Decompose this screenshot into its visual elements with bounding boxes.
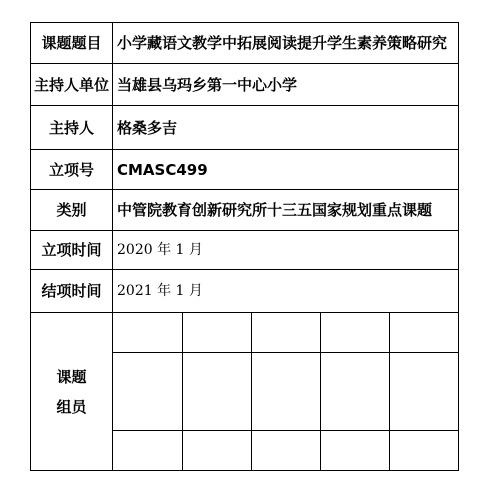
members-grid-cell [113, 313, 459, 471]
member-cell [182, 352, 251, 431]
end-date-value: 2021 年 1 月 [113, 270, 459, 313]
row-project-number [31, 150, 459, 190]
member-cell [389, 352, 458, 431]
row-category [31, 190, 459, 231]
member-cell [320, 313, 389, 352]
start-date-value: 2020 年 1 月 [113, 231, 459, 270]
start-date-label: 立项时间 [31, 231, 113, 270]
row-host-unit [31, 64, 459, 106]
member-cell [113, 352, 182, 431]
member-cell [113, 313, 182, 352]
host-unit-label: 主持人单位 [31, 64, 113, 106]
row-topic [31, 23, 459, 64]
member-cell [251, 431, 320, 470]
host-value: 格桑多吉 [113, 106, 459, 150]
row-end-date [31, 270, 459, 313]
project-info-form [30, 22, 459, 471]
end-date-label: 结项时间 [31, 270, 113, 313]
project-number-label: 立项号 [31, 150, 113, 190]
member-cell [113, 431, 182, 470]
members-label [31, 313, 113, 471]
host-unit-value: 当雄县乌玛乡第一中心小学 [113, 64, 459, 106]
members-grid [113, 313, 458, 470]
member-cell [182, 431, 251, 470]
project-number-value: CMASC499 [113, 150, 459, 190]
category-value: 中管院教育创新研究所十三五国家规划重点课题 [113, 190, 459, 231]
members-grid-row [113, 313, 458, 352]
row-host [31, 106, 459, 150]
topic-label: 课题题目 [31, 23, 113, 64]
member-cell [251, 352, 320, 431]
member-cell [389, 313, 458, 352]
row-members [31, 313, 459, 471]
members-grid-row [113, 352, 458, 431]
member-cell [182, 313, 251, 352]
topic-value: 小学藏语文教学中拓展阅读提升学生素养策略研究 [113, 23, 459, 64]
row-start-date [31, 231, 459, 270]
members-label-line2: 组员 [56, 397, 87, 416]
members-label-line1: 课题 [56, 367, 87, 386]
members-grid-row [113, 431, 458, 470]
member-cell [389, 431, 458, 470]
member-cell [320, 352, 389, 431]
member-cell [320, 431, 389, 470]
category-label: 类别 [31, 190, 113, 231]
host-label: 主持人 [31, 106, 113, 150]
member-cell [251, 313, 320, 352]
